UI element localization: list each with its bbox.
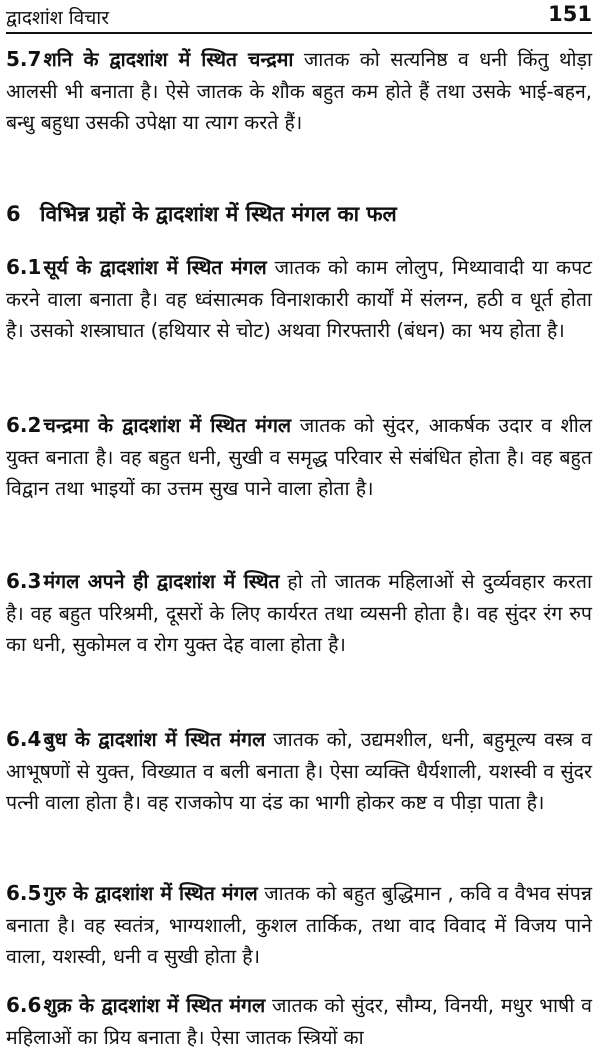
section-lead: गुरु के द्वादशांश में स्थित मंगल — [43, 882, 258, 905]
running-header — [6, 2, 592, 34]
section-text: हो तो जातक महिलाओं से दुर्व्यवहार करता है। वह बहुत परिश्रमी, दूसरों के लिए कार्यरत तथा व्यसनी होता है। वह सुंदर रंग रुप का धनी, सुकोमल व रोग युक्त देह वाला होता है। — [6, 570, 592, 656]
section-number: 6.6 — [6, 993, 42, 1017]
section-text: जातक को बहुत बुद्धिमान , कवि व वैभव संपन्न बनाता है। वह स्वतंत्र, भाग्यशाली, कुशल तार्किक, तथा वाद विवाद में विजय पाने वाला, यशस्वी, धनी व सुखी होता है। — [6, 882, 592, 968]
section-lead: शुक्र के द्वादशांश में स्थित मंगल — [43, 994, 266, 1017]
chapter-heading-6 — [6, 198, 592, 230]
heading-number: 6 — [6, 202, 21, 226]
section-6-4 — [6, 724, 592, 819]
section-6-2 — [6, 410, 592, 505]
heading-text: विभिन्न ग्रहों के द्वादशांश में स्थित मंगल का फल — [40, 202, 397, 226]
section-text: जातक को, उद्यमशील, धनी, बहुमूल्य वस्त्र व आभूषणों से युक्त, विख्यात व बली बनाता है। ऐसा व्यक्ति धैर्यशाली, यशस्वी व सुंदर पत्नी वाला होता है। वह राजकोप या दंड का भागी होकर कष्ट व पीड़ा पाता है। — [6, 728, 592, 814]
section-6-6 — [6, 990, 592, 1053]
section-number: 6.1 — [6, 255, 42, 279]
section-number: 6.3 — [6, 569, 42, 593]
section-6-3 — [6, 566, 592, 661]
section-6-1 — [6, 252, 592, 347]
section-5-7 — [6, 44, 592, 139]
running-title: द्वादशांश विचार — [6, 7, 109, 29]
section-text: जातक को सुंदर, सौम्य, विनयी, मधुर भाषी व महिलाओं का प्रिय बनाता है। ऐसा जातक स्त्रियों का — [6, 994, 593, 1049]
section-text: जातक को सत्यनिष्ठ व धनी किंतु थोड़ा आलसी भी बनाता है। ऐसे जातक के शौक बहुत कम होते हैं तथा उसके भाई-बहन, बन्धु बहुधा उसकी उपेक्षा या त्याग करते हैं। — [6, 48, 592, 134]
section-lead: मंगल अपने ही द्वादशांश में स्थित — [43, 570, 280, 593]
section-number: 6.2 — [6, 413, 42, 437]
section-6-5 — [6, 878, 592, 973]
section-text: जातक को काम लोलुप, मिथ्यावादी या कपट करने वाला बनाता है। वह ध्वंसात्मक विनाशकारी कार्यों में संलग्न, हठी व धूर्त होता है। उसको शस्त्राघात (हथियार से चोट) अथवा गिरफ्तारी (बंधन) का भय होता है। — [6, 256, 592, 342]
section-lead: बुध के द्वादशांश में स्थित मंगल — [43, 728, 266, 751]
page-number: 151 — [548, 2, 592, 26]
section-number: 6.4 — [6, 727, 42, 751]
section-text: जातक को सुंदर, आकर्षक उदार व शील युक्त बनाता है। वह बहुत धनी, सुखी व समृद्ध परिवार से संबंधित होता है। वह बहुत विद्वान तथा भाइयों का उत्तम सुख पाने वाला होता है। — [6, 414, 592, 500]
section-lead: चन्द्रमा के द्वादशांश में स्थित मंगल — [43, 414, 292, 437]
section-number: 6.5 — [6, 881, 42, 905]
section-number: 5.7 — [6, 47, 42, 71]
section-lead: शनि के द्वादशांश में स्थित चन्द्रमा — [43, 48, 294, 71]
section-lead: सूर्य के द्वादशांश में स्थित मंगल — [43, 256, 267, 279]
